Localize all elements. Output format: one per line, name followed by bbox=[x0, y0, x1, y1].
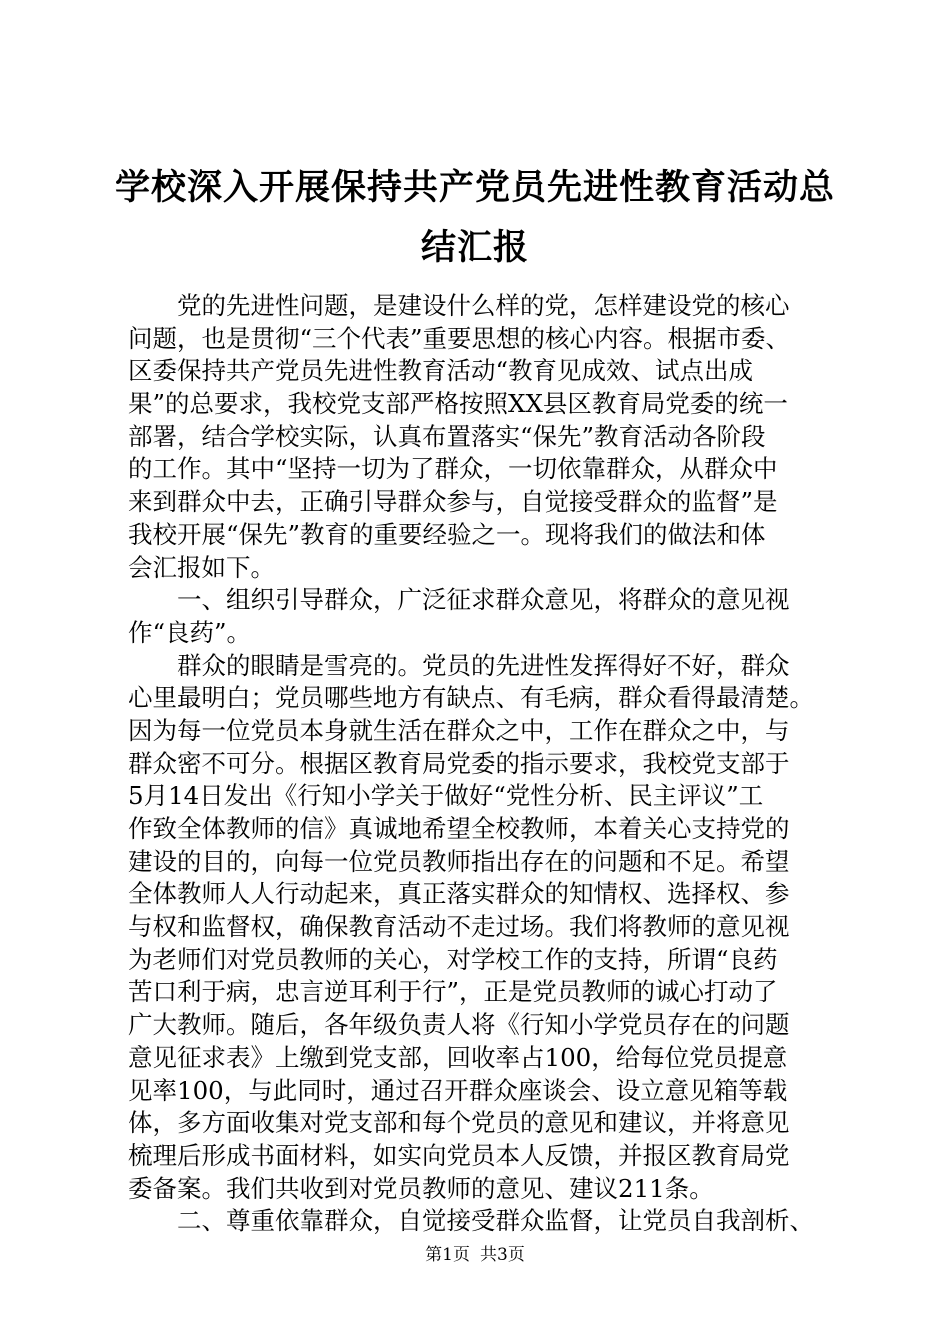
page-total: 共3页 bbox=[480, 1245, 525, 1265]
page-number: 第1页 bbox=[425, 1245, 470, 1265]
paragraph-line: 的工作。其中“坚持一切为了群众，一切依靠群众，从群众中 bbox=[128, 454, 778, 484]
paragraph-line: 5月14日发出《行知小学关于做好“党性分析、民主评议”工 bbox=[128, 781, 764, 811]
paragraph-line: 我校开展“保先”教育的重要经验之一。现将我们的做法和体 bbox=[128, 519, 766, 549]
paragraph-line: 果”的总要求，我校党支部严格按照XX县区教育局党委的统一 bbox=[128, 389, 788, 419]
paragraph-line: 部署，结合学校实际，认真布置落实“保先”教育活动各阶段 bbox=[128, 421, 766, 451]
paragraph-line: 委备案。我们共收到对党员教师的意见、建议211条。 bbox=[128, 1173, 714, 1203]
paragraph-line: 党的先进性问题，是建设什么样的党，怎样建设党的核心 bbox=[177, 291, 790, 320]
paragraph-line: 群众密不可分。根据区教育局党委的指示要求，我校党支部于 bbox=[128, 748, 790, 778]
paragraph-line: 体，多方面收集对党支部和每个党员的意见和建议，并将意见 bbox=[128, 1108, 790, 1138]
paragraph-line: 心里最明白；党员哪些地方有缺点、有毛病，群众看得最清楚。 bbox=[128, 683, 814, 713]
paragraph-line: 意见征求表》上缴到党支部，回收率占100，给每位党员提意 bbox=[128, 1042, 788, 1072]
paragraph-line: 全体教师人人行动起来，真正落实群众的知情权、选择权、参 bbox=[128, 879, 790, 909]
paragraph-line: 会汇报如下。 bbox=[128, 552, 275, 582]
paragraph-line: 作致全体教师的信》真诚地希望全校教师，本着关心支持党的 bbox=[128, 814, 790, 843]
section-heading-line: 一、组织引导群众，广泛征求群众意见，将群众的意见视 bbox=[177, 585, 790, 615]
paragraph-line: 区委保持共产党员先进性教育活动“教育见成效、试点出成 bbox=[128, 356, 754, 386]
paragraph-line: 与权和监督权，确保教育活动不走过场。我们将教师的意见视 bbox=[128, 912, 790, 942]
document-title-line-1: 学校深入开展保持共产党员先进性教育活动总 bbox=[114, 167, 835, 208]
paragraph-line: 见率100，与此同时，通过召开群众座谈会、设立意见箱等载 bbox=[128, 1075, 788, 1105]
paragraph-line: 广大教师。随后，各年级负责人将《行知小学党员存在的问题 bbox=[128, 1010, 790, 1040]
section-heading-line: 作“良药”。 bbox=[128, 617, 252, 647]
document-title-line-2: 结汇报 bbox=[420, 227, 529, 268]
section-heading-line: 二、尊重依靠群众，自觉接受群众监督，让党员自我剖析、 bbox=[177, 1206, 814, 1236]
paragraph-line: 群众的眼睛是雪亮的。党员的先进性发挥得好不好，群众 bbox=[177, 650, 790, 680]
paragraph-line: 苦口利于病，忠言逆耳利于行”，正是党员教师的诚心打动了 bbox=[128, 977, 778, 1007]
paragraph-line: 建设的目的，向每一位党员教师指出存在的问题和不足。希望 bbox=[128, 846, 790, 876]
paragraph-line: 因为每一位党员本身就生活在群众之中，工作在群众之中，与 bbox=[128, 715, 790, 745]
paragraph-line: 梳理后形成书面材料，如实向党员本人反馈，并报区教育局党 bbox=[128, 1140, 790, 1170]
page-footer bbox=[0, 1240, 950, 1265]
paragraph-line: 为老师们对党员教师的关心，对学校工作的支持，所谓“良药 bbox=[128, 944, 778, 974]
paragraph-line: 问题，也是贯彻“三个代表”重要思想的核心内容。根据市委、 bbox=[128, 323, 791, 353]
document-body bbox=[128, 290, 858, 1238]
paragraph-line: 来到群众中去，正确引导群众参与，自觉接受群众的监督”是 bbox=[128, 487, 778, 517]
